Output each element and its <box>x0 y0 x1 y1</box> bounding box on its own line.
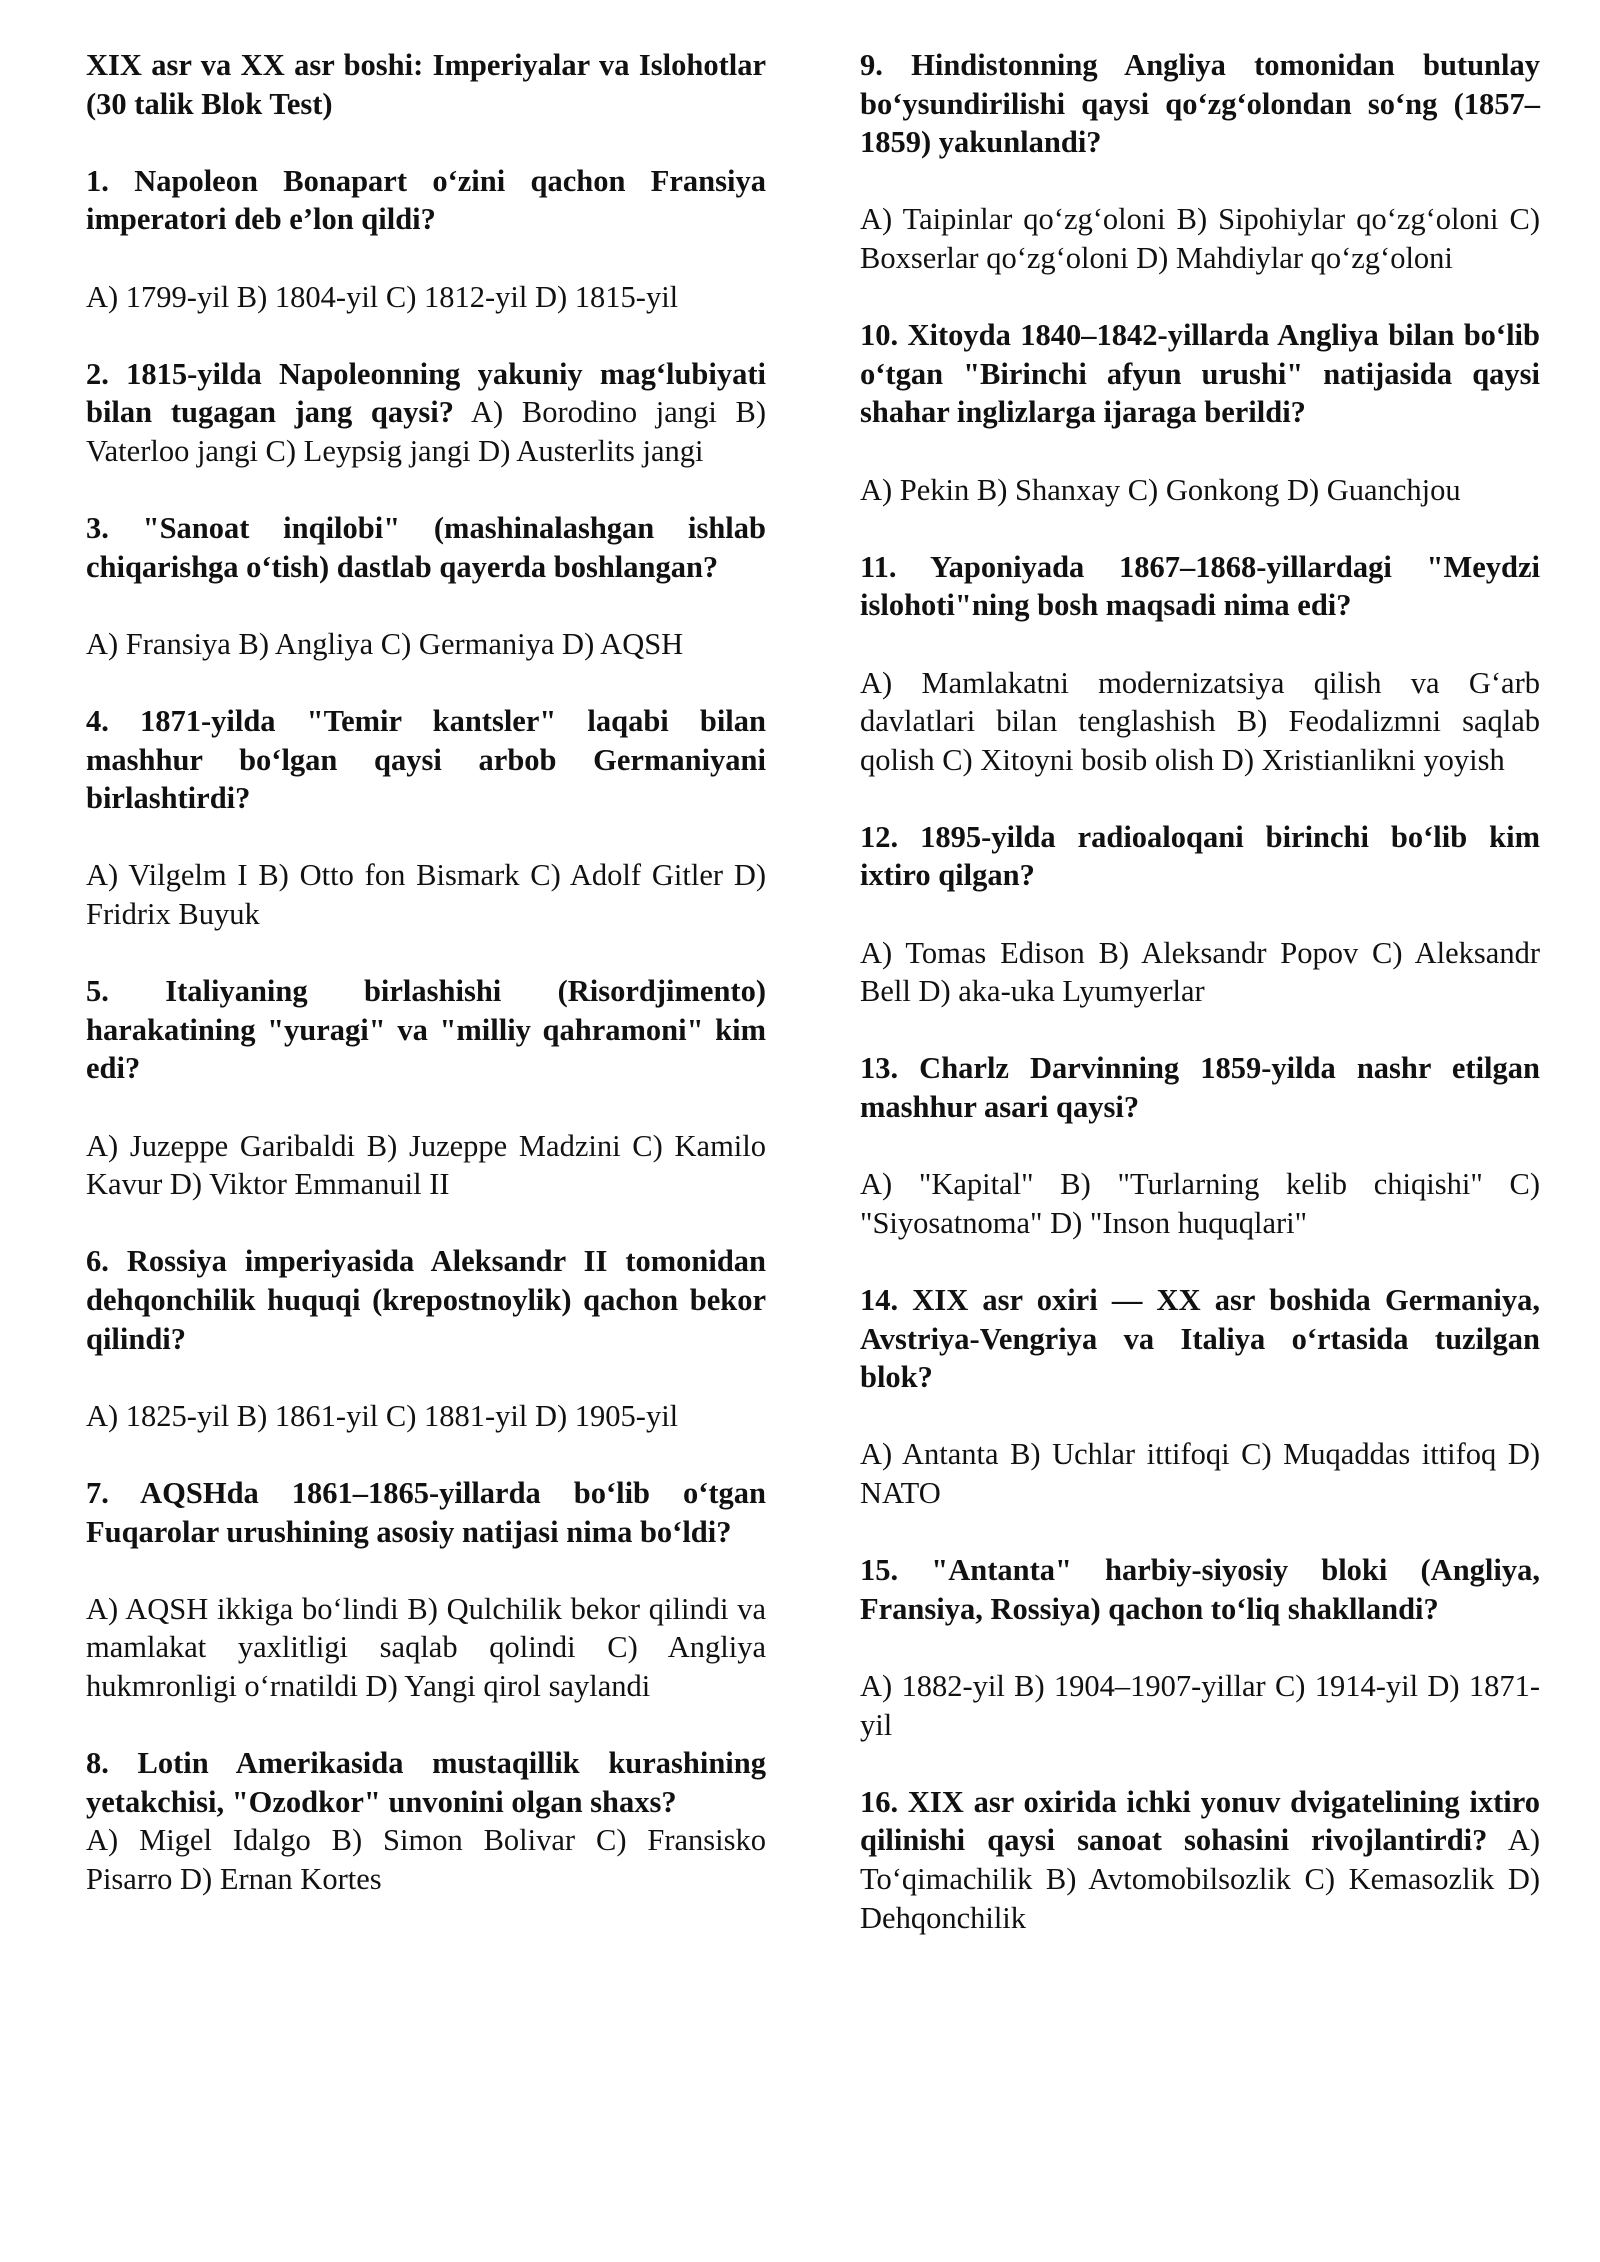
question-1 <box>86 162 766 316</box>
answer-options: A) Vilgelm I B) Otto fon Bismark C) Adolf Gitler D) Fridrix Buyuk <box>86 858 766 932</box>
right-column <box>860 46 1540 1976</box>
answer-options: A) "Kapital" B) "Turlarning kelib chiqishi" C) "Siyosatnoma" D) "Inson huquqlari" <box>860 1167 1540 1240</box>
answer-options: A) Migel Idalgo B) Simon Bolivar C) Fransisko Pisarro D) Ernan Kortes <box>86 1823 766 1896</box>
question-6 <box>86 1242 766 1435</box>
answer-options: A) Juzeppe Garibaldi B) Juzeppe Madzini C) Kamilo Kavur D) Viktor Emmanuil II <box>86 1128 766 1202</box>
question-text: 6. Rossiya imperiyasida Aleksandr II tomonidan dehqonchilik huquqi (krepostnoylik) qachon bekor qilindi? <box>86 1244 766 1356</box>
question-text: 2. 1815-yilda Napoleonning yakuniy mag‘lubiyati bilan tugagan jang qaysi? <box>86 356 766 430</box>
question-14 <box>860 1281 1540 1513</box>
answer-options: A) AQSH ikkiga bo‘lindi B) Qulchilik bekor qilindi va mamlakat yaxlitligi saqlab qolindi C) Angliya hukmronligi o‘rnatildi D) Yangi qirol saylandi <box>86 1591 766 1703</box>
question-7 <box>86 1474 766 1706</box>
answer-options: A) Pekin B) Shanxay C) Gonkong D) Guanchjou <box>860 472 1461 507</box>
question-text: 4. 1871-yilda "Temir kantsler" laqabi bilan mashhur bo‘lgan qaysi arbob Germaniyani birlashtirdi? <box>86 704 766 816</box>
answer-options: A) To‘qimachilik B) Avtomobilsozlik C) Kemasozlik D) Dehqonchilik <box>860 1823 1541 1935</box>
question-10 <box>860 316 1540 509</box>
question-text: 7. AQSHda 1861–1865-yillarda bo‘lib o‘tgan Fuqarolar urushining asosiy natijasi nima bo‘ldi? <box>86 1475 766 1549</box>
question-3 <box>86 509 766 663</box>
question-8 <box>86 1744 766 1898</box>
question-text: 8. Lotin Amerikasida mustaqillik kurashining yetakchisi, "Ozodkor" unvonini olgan shaxs? <box>86 1746 766 1819</box>
answer-options: A) 1825-yil B) 1861-yil C) 1881-yil D) 1905-yil <box>86 1398 679 1433</box>
question-text: 3. "Sanoat inqilobi" (mashinalashgan ishlab chiqarishga o‘tish) dastlab qayerda boshlangan? <box>86 511 766 584</box>
question-text: 5. Italiyaning birlashishi (Risordjimento) harakatining "yuragi" va "milliy qahramoni" kim edi? <box>86 974 766 1086</box>
question-text: 13. Charlz Darvinning 1859-yilda nashr etilgan mashhur asari qaysi? <box>860 1051 1540 1125</box>
answer-options: A) Antanta B) Uchlar ittifoqi C) Muqaddas ittifoq D) NATO <box>860 1437 1540 1510</box>
question-12 <box>860 818 1540 1011</box>
question-13 <box>860 1049 1540 1242</box>
answer-options: A) Borodino jangi B) Vaterloo jangi C) Leypsig jangi D) Austerlits jangi <box>86 395 766 468</box>
question-2 <box>86 355 766 471</box>
page-title: XIX asr va XX asr boshi: Imperiyalar va Islohotlar (30 talik Blok Test) <box>86 48 766 121</box>
left-column <box>86 46 766 1937</box>
question-text: 15. "Antanta" harbiy-siyosiy bloki (Angliya, Fransiya, Rossiya) qachon to‘liq shakllandi? <box>860 1553 1540 1626</box>
question-15 <box>860 1551 1540 1744</box>
question-4 <box>86 702 766 934</box>
question-text: 10. Xitoyda 1840–1842-yillarda Angliya bilan bo‘lib o‘tgan "Birinchi afyun urushi" natijasida qaysi shahar inglizlarga ijaraga berildi? <box>860 318 1540 430</box>
answer-options: A) Mamlakatni modernizatsiya qilish va G‘arb davlatlari bilan tenglashish B) Feodalizmni saqlab qolish C) Xitoyni bosib olish D) Xristianlikni yoyish <box>860 665 1540 777</box>
question-text: 12. 1895-yilda radioaloqani birinchi bo‘lib kim ixtiro qilgan? <box>860 819 1540 893</box>
question-11 <box>860 548 1540 780</box>
question-text: 1. Napoleon Bonapart o‘zini qachon Fransiya imperatori deb e’lon qildi? <box>86 163 766 237</box>
question-text: 16. XIX asr oxirida ichki yonuv dvigatelining ixtiro qilinishi qaysi sanoat sohasini rivojlantirdi? <box>860 1784 1540 1858</box>
question-5 <box>86 972 766 1204</box>
answer-options: A) 1799-yil B) 1804-yil C) 1812-yil D) 1815-yil <box>86 279 679 314</box>
answer-options: A) Taipinlar qo‘zg‘oloni B) Sipohiylar qo‘zg‘oloni C) Boxserlar qo‘zg‘oloni D) Mahdiylar qo‘zg‘oloni <box>860 202 1540 275</box>
answer-options: A) Tomas Edison B) Aleksandr Popov C) Aleksandr Bell D) aka-uka Lyumyerlar <box>860 935 1540 1009</box>
question-text: 9. Hindistonning Angliya tomonidan butunlay bo‘ysundirilishi qaysi qo‘zg‘olondan so‘ng (1857–1859) yakunlandi? <box>860 48 1540 160</box>
question-text: 14. XIX asr oxiri — XX asr boshida Germaniya, Avstriya-Vengriya va Italiya o‘rtasida tuzilgan blok? <box>860 1283 1540 1395</box>
answer-options: A) 1882-yil B) 1904–1907-yillar C) 1914-yil D) 1871-yil <box>860 1668 1540 1742</box>
question-9 <box>860 46 1540 278</box>
question-text: 11. Yaponiyada 1867–1868-yillardagi "Meydzi islohoti"ning bosh maqsadi nima edi? <box>860 549 1540 623</box>
answer-options: A) Fransiya B) Angliya C) Germaniya D) AQSH <box>86 626 684 661</box>
question-16 <box>860 1783 1540 1937</box>
